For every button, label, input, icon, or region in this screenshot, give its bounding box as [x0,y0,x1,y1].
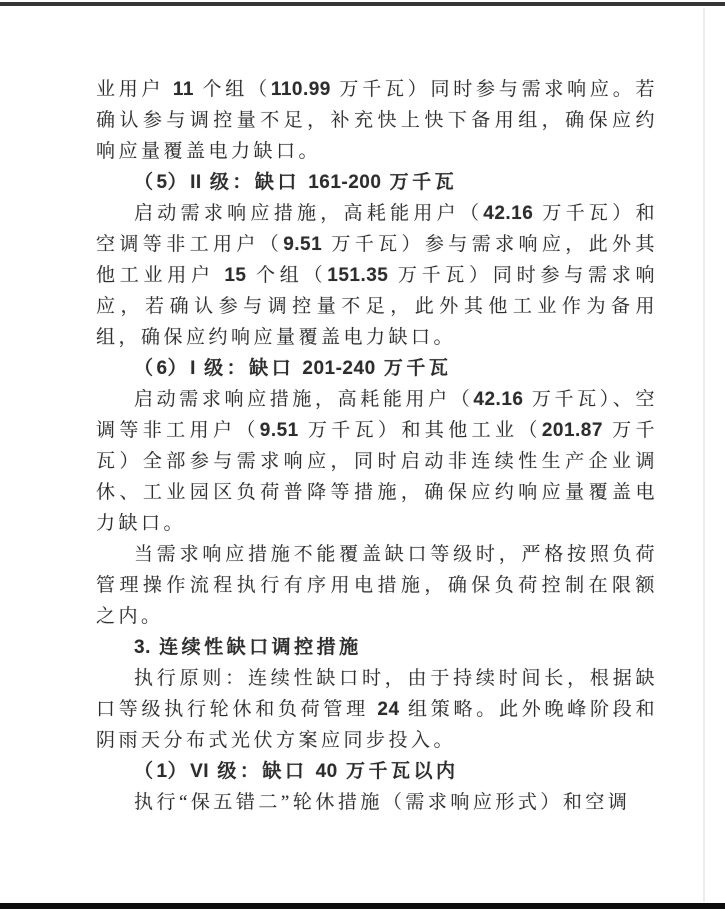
section-heading-level-6-gap: （1）VI 级：缺口 40 万千瓦以内 [134,761,459,782]
paragraph: 启动需求响应措施，高耗能用户（42.16 万千瓦）和空调等非工用户（9.51 万千瓦）参与需求响应，此外其他工业用户 15 个组（151.35 万千瓦）同时参与需求响应，若确认参与调控量不足，此外其他工业作为备用组，确保应约响应量覆盖电力缺口。 [96,203,658,348]
paragraph: 执行“保五错二”轮休措施（需求响应形式）和空调 [134,792,631,813]
paragraph: 启动需求响应措施，高耗能用户（42.16 万千瓦）、空调等非工用户（9.51 万千瓦）和其他工业（201.87 万千瓦）全部参与需求响应，同时启动非连续性生产企业调休、工业园区负荷普降等措施，确保应约响应量覆盖电力缺口。 [96,389,658,534]
paragraph-continuation: 业用户 11 个组（110.99 万千瓦）同时参与需求响应。若确认参与调控量不足，补充快上快下备用组，确保应约响应量覆盖电力缺口。 [96,79,658,162]
paragraph: 当需求响应措施不能覆盖缺口等级时，严格按照负荷管理操作流程执行有序用电措施，确保负荷控制在限额之内。 [96,544,658,627]
paragraph: 执行原则：连续性缺口时，由于持续时间长，根据缺口等级执行轮休和负荷管理 24 组策略。此外晚峰阶段和阴雨天分布式光伏方案应同步投入。 [96,668,658,751]
document-text [96,74,658,818]
section-heading-level-2-gap: （5）II 级：缺口 161-200 万千瓦 [134,172,458,193]
page-top-rule [0,2,725,6]
section-heading-continuous-gap-measures: 3. 连续性缺口调控措施 [134,637,362,658]
page-right-edge-shadow [703,8,705,902]
section-heading-level-1-gap: （6）I 级：缺口 201-240 万千瓦 [134,358,452,379]
page-bottom-rule [0,903,725,909]
